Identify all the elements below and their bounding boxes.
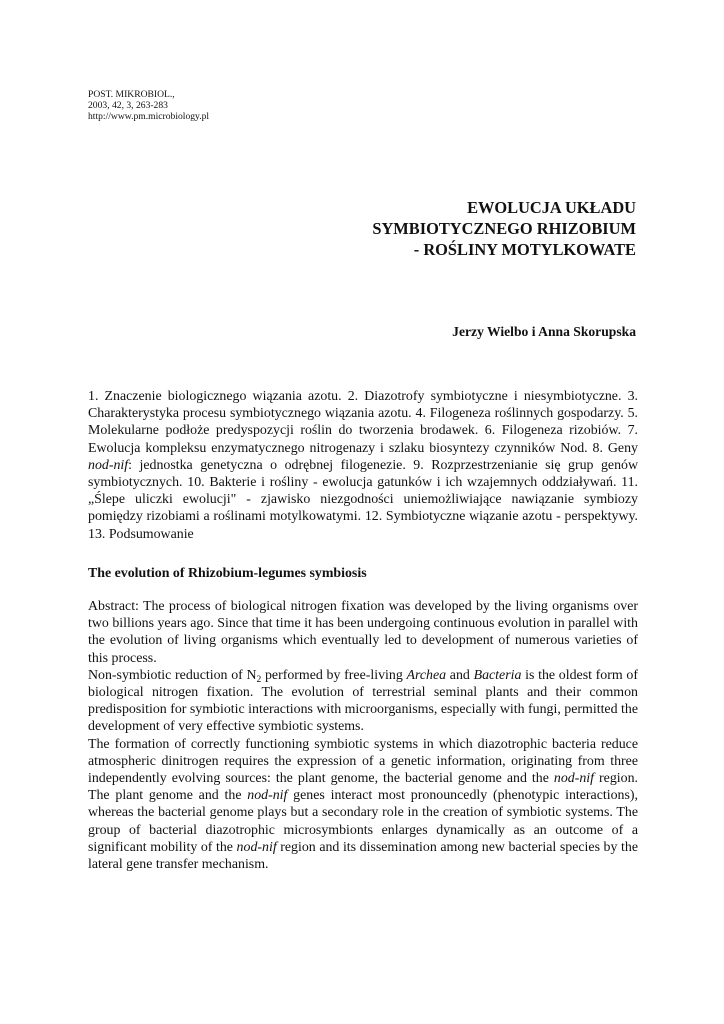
- italic-bacteria: Bacteria: [473, 667, 522, 683]
- paper-title: [216, 197, 636, 260]
- toc-italic-gene: nod-nif: [88, 457, 129, 473]
- toc-text-2: : jednostka genetyczna o odrębnej filogenezie. 9. Rozprzestrzenianie się grup genów symbiotycznych. 10. Bakterie i rośliny - ewolucja gatunków i ich wzajemnych oddziaływań. 11. „Ślepe uliczki ewolucji" - zjawisko niezgodności uniemożliwiające nawiązanie symbiozy pomiędzy rizobiami a roślinami motylkowatymi. 12. Symbiotyczne wiązanie azotu - perspektywy. 13. Podsumowanie: [88, 457, 638, 542]
- abstract-paragraph-1: Abstract: The process of biological nitrogen fixation was developed by the living organisms over two billions years ago. Since that time it has been undergoing continuous evolution in parallel with the evolution of living organisms which eventually led to development of numerous varieties of this process.: [88, 599, 638, 666]
- italic-archea: Archea: [406, 667, 447, 683]
- italic-gene: nod-nif: [247, 788, 288, 804]
- title-line-1: EWOLUCJA UKŁADU: [467, 198, 636, 217]
- italic-gene: nod-nif: [236, 839, 277, 855]
- title-line-3: - ROŚLINY MOTYLKOWATE: [413, 240, 636, 259]
- table-of-contents: [88, 388, 638, 543]
- text-span: performed by free-living: [261, 667, 407, 683]
- text-span: genes interact most pronouncedly (phenotypic interactions), whereas the bacterial genome plays but a secondary role in the creation of symbiotic systems. The group of bacterial diazotrophic microsymbionts enlarges dynamically as an outcome of a significant mobility of the: [88, 788, 638, 855]
- english-title: The evolution of Rhizobium-legumes symbiosis: [88, 566, 367, 581]
- text-span: The formation of correctly functioning symbiotic systems in which diazotrophic bacteria reduce atmospheric dinitrogen requires the expression of a genetic information, originating from three independently evolving sources: the plant genome, the bacterial genome and the: [88, 736, 638, 787]
- italic-gene: nod-nif: [553, 771, 595, 787]
- text-span: Non-symbiotic reduction of N: [88, 667, 257, 683]
- title-line-2: SYMBIOTYCZNEGO RHIZOBIUM: [372, 219, 636, 238]
- subscript: 2: [256, 674, 262, 685]
- toc-text-1: 1. Znaczenie biologicznego wiązania azotu. 2. Diazotrofy symbiotyczne i niesymbiotyczne. 3. Charakterystyka procesu symbiotycznego wiązania azotu. 4. Filogeneza roślinnych gospodarzy. 5. Molekularne podłoże predyspozycji roślin do tworzenia brodawek. 6. Filogeneza rizobiów. 7. Ewolucja kompleksu enzymatycznego nitrogenazy i szlaku biosyntezy czynników Nod. 8. Geny: [88, 389, 638, 456]
- authors: Jerzy Wielbo i Anna Skorupska: [452, 324, 636, 339]
- text-span: is the oldest form of biological nitrogen fixation. The evolution of terrestrial seminal plants and their common predisposition for symbiotic interactions with microorganisms, especially with fungi, permitted the development of very effective symbiotic systems.: [88, 667, 638, 735]
- journal-url: http://www.pm.microbiology.pl: [88, 111, 210, 123]
- text-span: and: [446, 667, 474, 683]
- abstract-paragraph-2: [88, 667, 638, 736]
- journal-name: POST. MIKROBIOL.,: [88, 89, 175, 100]
- journal-issue: 2003, 42, 3, 263-283: [88, 100, 168, 112]
- text-span: region. The plant genome and the: [88, 771, 638, 804]
- abstract-paragraph-3: [88, 736, 638, 874]
- text-span: region and its dissemination among new bacterial species by the lateral gene transfer mechanism.: [88, 839, 638, 873]
- abstract: [88, 598, 638, 873]
- journal-reference: [88, 89, 209, 123]
